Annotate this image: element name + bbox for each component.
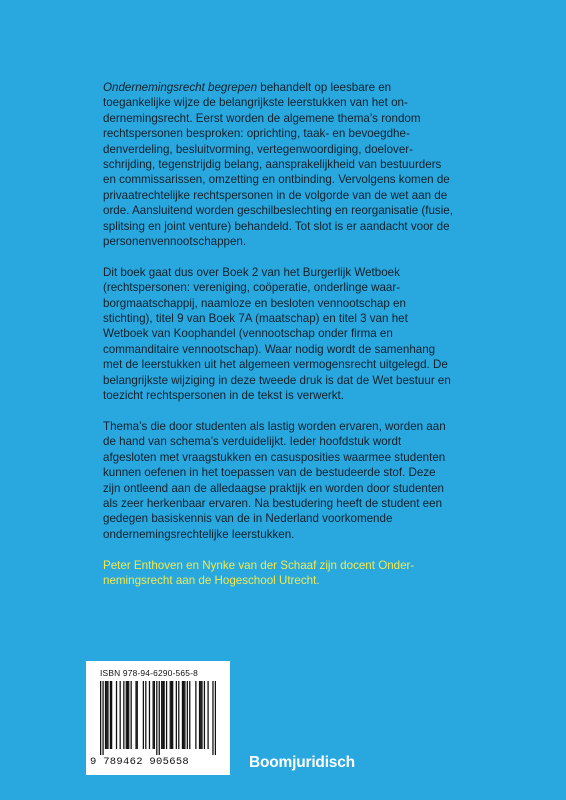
barcode-bar (107, 681, 108, 749)
barcode-bar (100, 681, 101, 755)
barcode-bar (200, 681, 201, 749)
didactic-paragraph: Thema’s die door studenten als lastig worden ervaren, worden aan de hand van schema’s verduidelijkt. Ieder hoofdstuk wordt afgesloten met vraagstukken en casusposities waarmee studenten kunnen oefenen in het toepassen van de bestudeerde stof. Deze zijn ontleend aan de alledaagse praktijk en worden door studenten als zeer herkenbaar ervaren. Na bestudering heeft de student een gedegen basiskennis van de in Nederland voorkomende ondernemingsrechtelijke leerstukken. (103, 419, 446, 541)
barcode-bar (137, 681, 138, 749)
barcode-bar (143, 681, 144, 749)
barcode-bar (135, 681, 136, 749)
publisher-logo: Boomjuridisch (249, 754, 355, 771)
barcode-bar (195, 681, 196, 749)
barcode-bar (154, 681, 155, 749)
barcode-bar (204, 681, 205, 749)
barcode-bar (126, 681, 127, 749)
barcode-panel (86, 661, 230, 775)
barcode-bar (172, 681, 173, 749)
barcode-bar (171, 681, 172, 749)
barcode-bar (116, 681, 117, 749)
barcode-bar (156, 681, 157, 755)
barcode-bar (145, 681, 146, 749)
intro-text: behandelt op leesbare en toegankelijke wijze de belangrijkste leerstukken van het ondernemingsrecht. Eerst worden de algemene thema’s rondom rechtspersonen besproken: oprichting, taak- en bevoegdhedenverdeling, besluitvorming, vertegenwoordiging, doeloverschrijding, tegenstrijdig belang, aansprakelijkheid van bestuurders en commissarissen, omzetting en ontbinding. Vervolgens komen de privaatrechtelijke rechtspersonen in de volgorde van de wet aan de orde. Aansluitend worden geschilbeslechting en reorganisatie (fusie, splitsing en joint venture) behandeld. Tot slot is er aandacht voor de personenvennootschappen. (103, 81, 453, 249)
barcode-bar (178, 681, 179, 749)
barcode-bar (182, 681, 183, 749)
barcode-bar (215, 681, 216, 755)
barcode-bar (120, 681, 121, 749)
barcode-bar (161, 681, 162, 749)
barcode-bar (166, 681, 167, 749)
barcode-bar (183, 681, 184, 749)
barcode-bar (153, 681, 154, 749)
barcode-bar (201, 681, 202, 749)
barcode-bar (127, 681, 128, 749)
barcode-bar (212, 681, 213, 755)
barcode-bar (111, 681, 112, 749)
barcode-bar (102, 681, 103, 755)
barcode-bar (189, 681, 190, 749)
barcode-bar (170, 681, 171, 749)
barcode-bar (123, 681, 124, 749)
authors-paragraph: Peter Enthoven en Nynke van der Schaaf zijn docent Ondernemingsrecht aan de Hogeschool Utrecht. (103, 558, 415, 587)
ean-digits: 9 789462 905658 (90, 756, 190, 768)
isbn-label: ISBN 978-94-6290-565-8 (100, 668, 198, 678)
barcode-bars (100, 681, 216, 755)
back-cover-text (103, 80, 455, 604)
barcode-bar (159, 681, 160, 755)
barcode-bar (163, 681, 164, 749)
barcode-bar (128, 681, 129, 749)
book-title-italic: Ondernemingsrecht begrepen (103, 81, 258, 94)
barcode-bar (199, 681, 200, 749)
barcode-bar (184, 681, 185, 749)
barcode-bar (207, 681, 208, 749)
barcode-bar (187, 681, 188, 749)
barcode-bar (105, 681, 106, 749)
barcode-bar (176, 681, 177, 749)
scope-paragraph: Dit boek gaat dus over Boek 2 van het Burgerlijk Wetboek (rechtspersonen: vereniging, coöperatie, onderlinge waarborgmaatschappij, naamloze en besloten vennootschap en stichting), titel 9 van Boek 7A (maatschap) en titel 3 van het Wetboek van Koophandel (vennootschap onder firma en commanditaire vennootschap). Waar nodig wordt de samenhang met de leerstukken uit het algemeen vermogensrecht uitgelegd. De belangrijkste wijziging in deze tweede druk is dat de Wet bestuur en toezicht rechtspersonen in de tekst is verwerkt. (103, 265, 451, 403)
barcode-bar (131, 681, 132, 749)
barcode-bar (162, 681, 163, 749)
intro-paragraph (103, 80, 455, 249)
barcode-bar (106, 681, 107, 749)
barcode-bar (110, 681, 111, 749)
barcode-bar (149, 681, 150, 749)
